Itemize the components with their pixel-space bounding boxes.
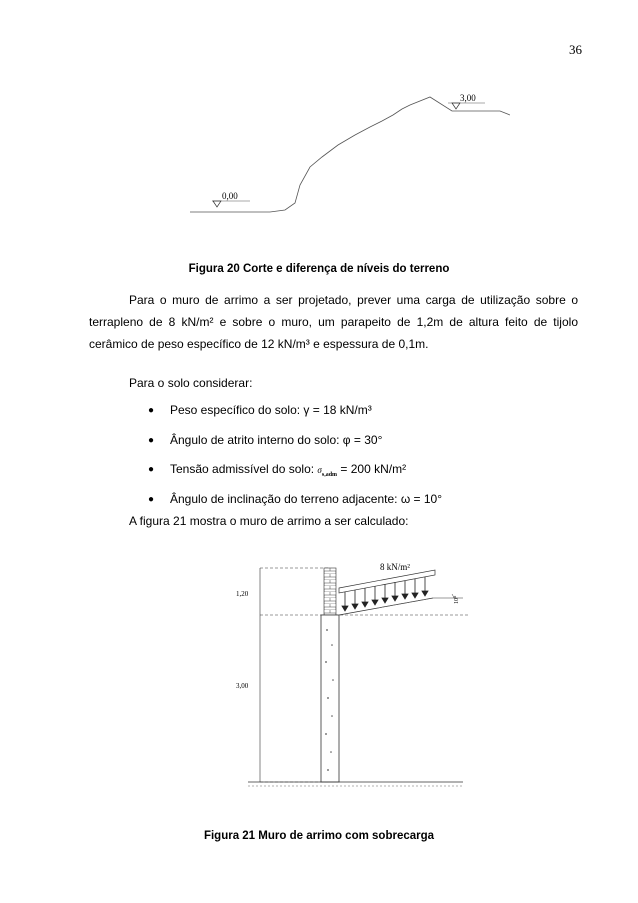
dim-label-parapet: 1,20 (236, 590, 249, 598)
retaining-wall (321, 615, 339, 782)
figure-20-caption: Figura 20 Corte e diferença de níveis do terreno (188, 263, 450, 275)
parapet (324, 568, 336, 615)
surcharge-load-block (339, 570, 435, 593)
figure-21-caption: Figura 21 Muro de arrimo com sobrecarga (203, 830, 435, 842)
page-number: 36 (569, 42, 582, 57)
bullet-dot: ● (148, 435, 155, 446)
bullet-inclination-angle: Ângulo de inclinação do terreno adjacente: ω = 10° (170, 492, 443, 506)
load-label: 8 kN/m² (380, 562, 410, 572)
bullet-admissible-stress (170, 462, 406, 478)
retaining-wall-figure (228, 550, 488, 790)
level-label-top: 3,00 (460, 93, 476, 103)
dim-label-wall: 3,00 (236, 682, 249, 690)
bullet-unit-weight: Peso específico do solo: γ = 18 kN/m³ (170, 403, 372, 417)
bullet-dot: ● (148, 405, 155, 416)
bullet-dot: ● (148, 464, 155, 475)
paragraph-load: Para o muro de arrimo a ser projetado, prever uma carga de utilização sobre o terrapleno de 8 kN/m² e sobre o muro, um parapeito de 1,2m de altura feito de tijolo cerâmico de peso específico de 12 kN/m³ e espessura de 0,1m. (89, 293, 578, 351)
sigma-symbol: $\sigma_{s,adm}$ (317, 465, 338, 478)
soil-intro: Para o solo considerar: (129, 376, 253, 390)
stress-suffix: = 200 kN/m² (337, 462, 407, 476)
terrain-line (190, 97, 510, 212)
bullet-dot: ● (148, 494, 155, 505)
bullet-friction-angle: Ângulo de atrito interno do solo: φ = 30° (170, 433, 383, 447)
level-label-bottom: 0,00 (222, 191, 238, 201)
terrain-profile-figure (190, 85, 510, 220)
figure-21-intro: A figura 21 mostra o muro de arrimo a ser calculado: (129, 514, 409, 528)
angle-label: 10° (454, 595, 460, 604)
stress-prefix: Tensão admissível do solo: (170, 462, 318, 476)
